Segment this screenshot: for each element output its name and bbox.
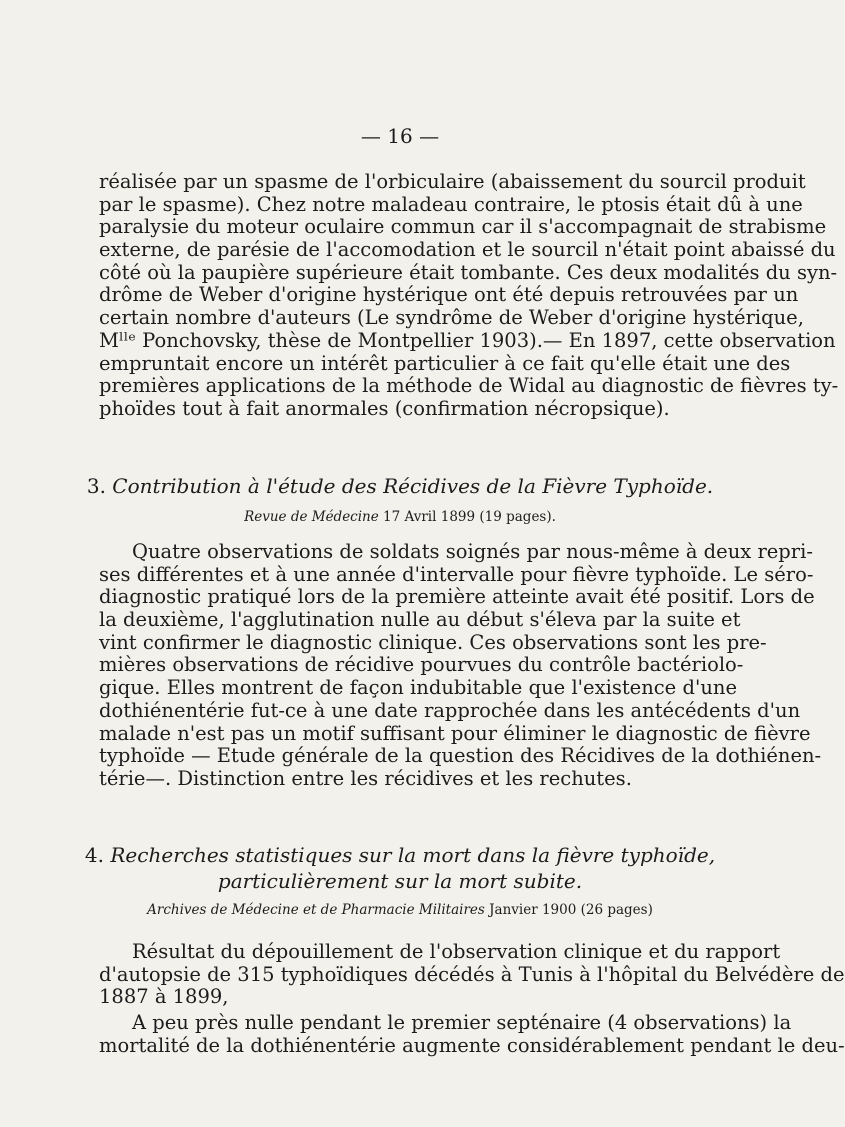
text-line: Quatre observations de soldats soignés par nous-même à deux repri- <box>132 540 813 563</box>
text-line: externe, de parésie de l'accomodation et le sourcil n'était point abaissé du <box>99 238 836 262</box>
text-line: mières observations de récidive pourvues du contrôle bactériolo- <box>99 653 744 677</box>
paragraph-4 <box>99 1011 845 1057</box>
text-line: drôme de Weber d'origine hystérique ont été depuis retrouvées par un <box>99 283 799 307</box>
section-title: Contribution à l'étude des Récidives de la Fièvre Typhoïde. <box>112 474 714 498</box>
section-4-title-line-2 <box>0 869 800 893</box>
section-4-reference <box>0 902 800 918</box>
text-line: diagnostic pratiqué lors de la première atteinte avait été positif. Lors de <box>99 585 815 609</box>
section-3-title <box>0 474 800 498</box>
text-line: Résultat du dépouillement de l'observation clinique et du rapport <box>132 940 781 963</box>
text-line: d'autopsie de 315 typhoïdiques décédés à Tunis à l'hôpital du Belvédère de <box>99 962 845 986</box>
text-line: typhoïde — Etude générale de la question des Récidives de la dothiénen- <box>99 744 822 768</box>
section-title-continued: particulièrement sur la mort subite. <box>217 869 583 893</box>
text-line: paralysie du moteur oculaire commun car il s'accompagnait de strabisme <box>99 215 827 239</box>
text-line: térie—. Distinction entre les récidives et les rechutes. <box>99 766 632 790</box>
text-line: empruntait encore un intérêt particulier à ce fait qu'elle était une des <box>99 351 791 375</box>
section-title: Recherches statistiques sur la mort dans la fièvre typhoïde, <box>110 843 716 867</box>
journal-name: Revue de Médecine <box>244 509 379 525</box>
text-line: par le spasme). Chez notre maladeau contraire, le ptosis était dû à une <box>99 192 803 216</box>
text-line: gique. Elles montrent de façon indubitable que l'existence d'une <box>99 676 737 700</box>
paragraph-3 <box>99 940 845 1009</box>
text-line: 1887 à 1899, <box>99 985 229 1009</box>
text-line: premières applications de la méthode de Widal au diagnostic de fièvres ty- <box>99 374 839 398</box>
paragraph-1 <box>99 170 839 421</box>
text-line: ses différentes et à une année d'intervalle pour fièvre typhoïde. Le séro- <box>99 562 814 586</box>
text-line: phoïdes tout à fait anormales (confirmation nécropsique). <box>99 396 670 420</box>
text-line: Mˡˡᵉ Ponchovsky, thèse de Montpellier 1903).— En 1897, cette observation <box>99 328 836 352</box>
text-line: la deuxième, l'agglutination nulle au début s'éleva par la suite et <box>99 608 741 632</box>
section-4-title-line-1 <box>0 843 800 867</box>
text-line: certain nombre d'auteurs (Le syndrôme de Weber d'origine hystérique, <box>99 306 804 330</box>
section-number: 3. <box>86 474 106 498</box>
text-line: A peu près nulle pendant le premier septénaire (4 observations) la <box>132 1011 792 1034</box>
page-number: — 16 — <box>360 124 440 148</box>
section-number: 4. <box>84 843 105 867</box>
journal-date: Janvier 1900 (26 pages) <box>489 902 653 918</box>
text-line: malade n'est pas un motif suffisant pour éliminer le diagnostic de fièvre <box>99 721 811 745</box>
journal-date: 17 Avril 1899 (19 pages). <box>383 509 556 525</box>
section-3-reference <box>0 509 800 525</box>
text-line: côté où la paupière supérieure était tombante. Ces deux modalités du syn- <box>99 260 838 284</box>
text-line: réalisée par un spasme de l'orbiculaire (abaissement du sourcil produit <box>99 170 806 193</box>
text-line: vint confirmer le diagnostic clinique. Ces observations sont les pre- <box>99 630 767 654</box>
paragraph-2 <box>99 540 822 791</box>
text-line: dothiénentérie fut-ce à une date rapprochée dans les antécédents d'un <box>99 698 801 722</box>
journal-name: Archives de Médecine et de Pharmacie Militaires <box>147 902 485 918</box>
text-line: mortalité de la dothiénentérie augmente considérablement pendant le deu- <box>99 1033 845 1057</box>
